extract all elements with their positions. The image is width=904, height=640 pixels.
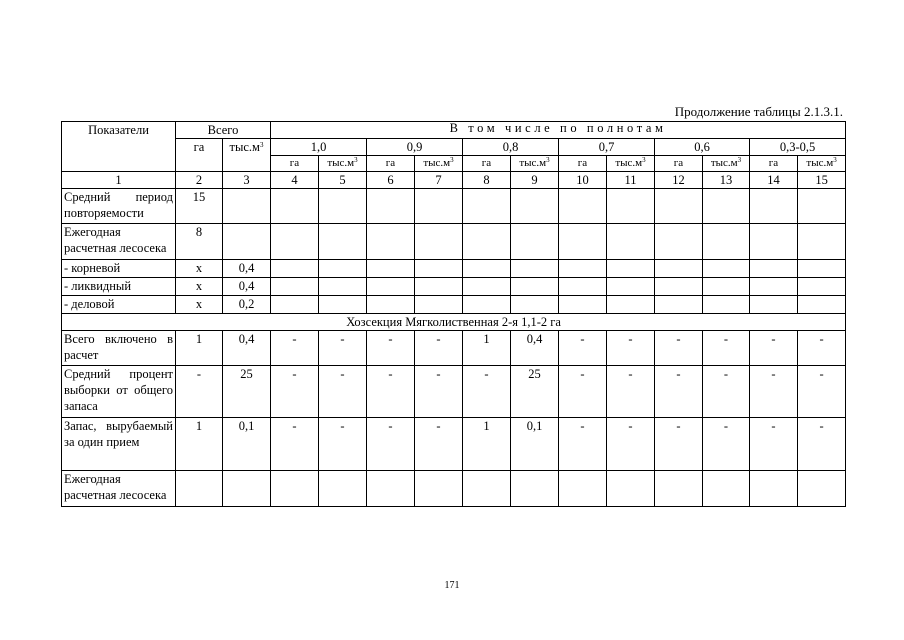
table-cell: 1 (176, 331, 223, 366)
table-cell (750, 278, 798, 296)
table-cell (319, 189, 367, 224)
table-cell: - (750, 418, 798, 471)
table-cell: - (703, 418, 750, 471)
table-cell (415, 471, 463, 507)
table-cell: 25 (223, 366, 271, 418)
section-title: Хозсекция Мягколиственная 2-я 1,1-2 га (62, 314, 846, 331)
table-cell (798, 278, 846, 296)
table-cell (367, 224, 415, 260)
table-cell: - (798, 418, 846, 471)
table-cell: 0,4 (511, 331, 559, 366)
table-caption: Продолжение таблицы 2.1.3.1. (674, 104, 843, 119)
table-cell: - (607, 418, 655, 471)
table-row (62, 296, 846, 314)
table-cell (176, 471, 223, 507)
column-number: 5 (319, 172, 367, 189)
table-cell: 0,1 (511, 418, 559, 471)
row-label: Средний период повторяемости (62, 189, 176, 224)
table-cell (511, 260, 559, 278)
table-cell: - (559, 331, 607, 366)
table-cell (223, 189, 271, 224)
table-cell: 25 (511, 366, 559, 418)
table-cell (607, 189, 655, 224)
header-unit-ha: га (367, 156, 415, 172)
header-density: 0,3-0,5 (750, 139, 846, 156)
table-cell (798, 224, 846, 260)
table-cell: - (271, 418, 319, 471)
header-unit-ha: га (750, 156, 798, 172)
table-cell (415, 260, 463, 278)
table-cell: - (271, 331, 319, 366)
section-row (62, 314, 846, 331)
column-number: 4 (271, 172, 319, 189)
column-number: 8 (463, 172, 511, 189)
row-label: - деловой (62, 296, 176, 314)
table-cell (559, 296, 607, 314)
table-cell: - (559, 418, 607, 471)
table-cell: - (463, 366, 511, 418)
row-label: Средний процент выборки от общего запаса (62, 366, 176, 418)
table-cell: - (655, 366, 703, 418)
table-cell (798, 296, 846, 314)
table-cell: - (750, 366, 798, 418)
table-cell (798, 260, 846, 278)
table-cell (559, 189, 607, 224)
table-cell (750, 224, 798, 260)
table-cell: 1 (463, 418, 511, 471)
row-label: Ежегодная расчетная лесосека (62, 471, 176, 507)
row-label: - корневой (62, 260, 176, 278)
table-cell (271, 471, 319, 507)
header-total: Всего (176, 122, 271, 139)
table-cell: - (415, 331, 463, 366)
column-number: 2 (176, 172, 223, 189)
table-cell (511, 224, 559, 260)
table-cell (559, 471, 607, 507)
column-number: 15 (798, 172, 846, 189)
table-cell (703, 260, 750, 278)
table-cell: - (271, 366, 319, 418)
table-cell (319, 296, 367, 314)
row-label: Всего включено в расчет (62, 331, 176, 366)
table-cell (511, 296, 559, 314)
table-row (62, 471, 846, 507)
column-number: 7 (415, 172, 463, 189)
header-unit-thous: $тыс.м^3$ (415, 156, 463, 172)
table-cell: - (319, 331, 367, 366)
table-cell: 0,4 (223, 331, 271, 366)
table-cell (511, 278, 559, 296)
table-cell (271, 278, 319, 296)
table-cell: - (176, 366, 223, 418)
header-density: 0,7 (559, 139, 655, 156)
table-cell: - (415, 418, 463, 471)
table-cell (271, 260, 319, 278)
table-cell: 1 (176, 418, 223, 471)
table-row (62, 260, 846, 278)
table-cell (607, 224, 655, 260)
column-number: 12 (655, 172, 703, 189)
table-cell (319, 471, 367, 507)
table-cell: 0,4 (223, 278, 271, 296)
column-number: 11 (607, 172, 655, 189)
table-cell (750, 296, 798, 314)
table-cell: 15 (176, 189, 223, 224)
table-cell (367, 260, 415, 278)
table-cell: х (176, 296, 223, 314)
table-cell (559, 278, 607, 296)
table-cell (271, 296, 319, 314)
table-cell: - (703, 366, 750, 418)
table-cell (655, 189, 703, 224)
column-number: 13 (703, 172, 750, 189)
row-label: - ликвидный (62, 278, 176, 296)
column-number: 14 (750, 172, 798, 189)
table-cell: 8 (176, 224, 223, 260)
table-cell: - (319, 366, 367, 418)
header-unit-thous: $тыс.м^3$ (703, 156, 750, 172)
table-cell (463, 189, 511, 224)
table-cell (703, 296, 750, 314)
table-cell (607, 278, 655, 296)
table-cell (463, 471, 511, 507)
table-cell: - (703, 331, 750, 366)
table-cell: - (750, 331, 798, 366)
table-cell: - (607, 366, 655, 418)
table-cell: - (559, 366, 607, 418)
table-cell: 1 (463, 331, 511, 366)
table-cell: - (798, 366, 846, 418)
table-cell (607, 296, 655, 314)
table-cell: - (607, 331, 655, 366)
table-cell: х (176, 260, 223, 278)
table-row (62, 189, 846, 224)
table-cell (223, 224, 271, 260)
table-cell (703, 278, 750, 296)
table-cell: - (319, 418, 367, 471)
table-row (62, 278, 846, 296)
table-cell (655, 471, 703, 507)
table-cell (223, 471, 271, 507)
table-cell: - (367, 366, 415, 418)
table-cell: - (367, 418, 415, 471)
table-cell (271, 224, 319, 260)
header-density: 0,8 (463, 139, 559, 156)
data-table (61, 121, 846, 507)
table-cell: 0,1 (223, 418, 271, 471)
table-cell (559, 260, 607, 278)
header-unit-thous: $тыс.м^3$ (607, 156, 655, 172)
header-unit-thous: $тыс.м^3$ (798, 156, 846, 172)
header-total-thous: $тыс.м^3$ (223, 139, 271, 172)
table-cell (319, 224, 367, 260)
table-row (62, 366, 846, 418)
table-cell (319, 260, 367, 278)
table-cell (367, 278, 415, 296)
header-indicators: Показатели (62, 122, 176, 172)
table-cell (703, 224, 750, 260)
table-cell (655, 224, 703, 260)
table-cell (367, 189, 415, 224)
header-total-ha: га (176, 139, 223, 172)
header-density: 0,9 (367, 139, 463, 156)
table-cell: - (655, 331, 703, 366)
table-cell (463, 296, 511, 314)
table-cell: х (176, 278, 223, 296)
table-cell: - (798, 331, 846, 366)
table-cell (415, 296, 463, 314)
table-cell (655, 296, 703, 314)
header-unit-thous: $тыс.м^3$ (319, 156, 367, 172)
table-cell (415, 224, 463, 260)
header-unit-ha: га (655, 156, 703, 172)
table-cell: - (415, 366, 463, 418)
column-number: 9 (511, 172, 559, 189)
column-number: 3 (223, 172, 271, 189)
header-unit-ha: га (463, 156, 511, 172)
table-cell (415, 278, 463, 296)
table-cell (463, 260, 511, 278)
row-label: Ежегодная расчетная лесосека (62, 224, 176, 260)
table-cell (655, 278, 703, 296)
table-cell (367, 471, 415, 507)
table-cell (559, 224, 607, 260)
table-cell (271, 189, 319, 224)
table-cell (367, 296, 415, 314)
table-cell (750, 189, 798, 224)
table-cell (703, 471, 750, 507)
table-cell: 0,4 (223, 260, 271, 278)
table-cell (463, 224, 511, 260)
header-unit-ha: га (559, 156, 607, 172)
column-number: 1 (62, 172, 176, 189)
table-cell (798, 189, 846, 224)
table-cell (607, 260, 655, 278)
table-cell (750, 260, 798, 278)
table-cell (607, 471, 655, 507)
table-cell (798, 471, 846, 507)
table-row (62, 224, 846, 260)
header-density: 1,0 (271, 139, 367, 156)
table-cell (319, 278, 367, 296)
table-cell (511, 189, 559, 224)
header-unit-thous: $тыс.м^3$ (511, 156, 559, 172)
table-cell (511, 471, 559, 507)
row-label: Запас, вырубаемый за один прием (62, 418, 176, 471)
table-row (62, 331, 846, 366)
table-cell: 0,2 (223, 296, 271, 314)
table-cell (463, 278, 511, 296)
table-row (62, 418, 846, 471)
column-number: 10 (559, 172, 607, 189)
header-unit-ha: га (271, 156, 319, 172)
table-cell (750, 471, 798, 507)
header-density: 0,6 (655, 139, 750, 156)
table-cell (703, 189, 750, 224)
table-cell (655, 260, 703, 278)
table-cell: - (655, 418, 703, 471)
header-including: В том числе по полнотам (271, 122, 846, 139)
page-number: 171 (444, 580, 460, 591)
table-cell: - (367, 331, 415, 366)
table-cell (415, 189, 463, 224)
column-number: 6 (367, 172, 415, 189)
